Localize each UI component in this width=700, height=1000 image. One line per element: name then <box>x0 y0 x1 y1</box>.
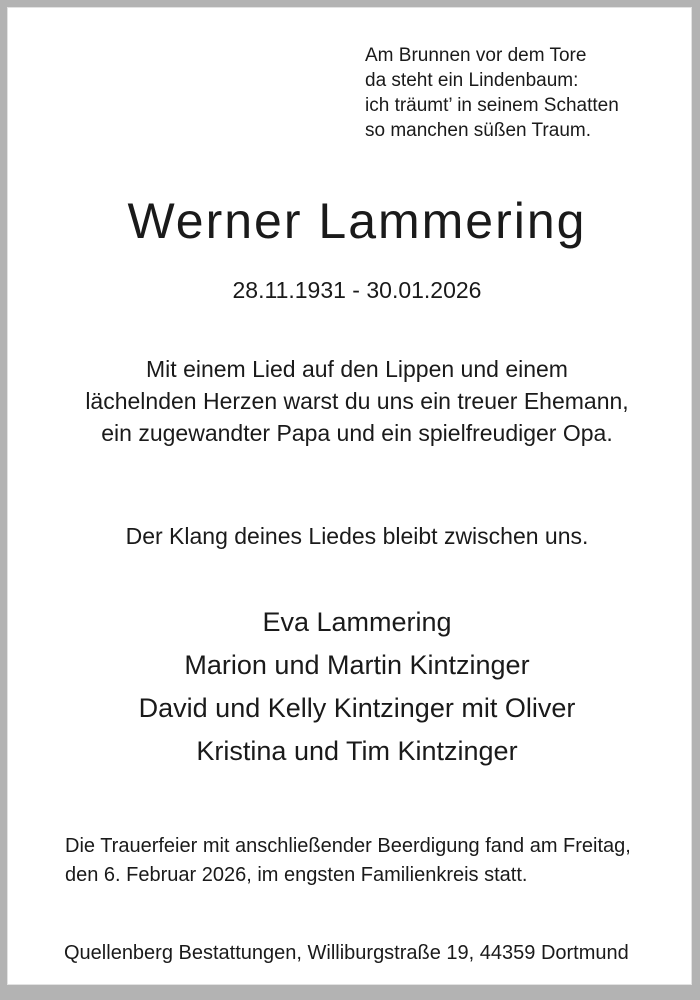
obituary-card <box>7 7 692 985</box>
poem-line: so manchen süßen Traum. <box>365 120 591 141</box>
family-name-line: Eva Lammering <box>262 607 452 637</box>
tribute-line: ein zugewandter Papa und ein spielfreudiger Opa. <box>101 420 613 446</box>
family-name-line: Marion und Martin Kintzinger <box>184 650 530 680</box>
service-line: Die Trauerfeier mit anschließender Beerdigung fand am Freitag, <box>65 835 631 857</box>
service-information <box>65 832 631 890</box>
remembrance-line: Der Klang deines Liedes bleibt zwischen uns. <box>125 523 589 549</box>
poem-line: Am Brunnen vor dem Tore <box>365 45 587 66</box>
deceased-name: Werner Lammering <box>127 193 587 249</box>
memorial-poem <box>365 43 619 143</box>
life-dates: 28.11.1931 - 30.01.2026 <box>232 277 482 303</box>
family-name-line: David und Kelly Kintzinger mit Oliver <box>138 693 576 723</box>
tribute-line: Mit einem Lied auf den Lippen und einem <box>146 356 568 382</box>
tribute-paragraph <box>7 353 700 449</box>
tribute-line: lächelnden Herzen warst du uns ein treuer Ehemann, <box>85 388 629 414</box>
family-names <box>7 601 700 773</box>
service-line: den 6. Februar 2026, im engsten Familienkreis statt. <box>65 864 528 886</box>
funeral-home-line: Quellenberg Bestattungen, Williburgstraße 19, 44359 Dortmund <box>64 942 629 964</box>
poem-line: da steht ein Lindenbaum: <box>365 70 579 91</box>
poem-line: ich träumt’ in seinem Schatten <box>365 95 619 116</box>
family-name-line: Kristina und Tim Kintzinger <box>196 736 518 766</box>
